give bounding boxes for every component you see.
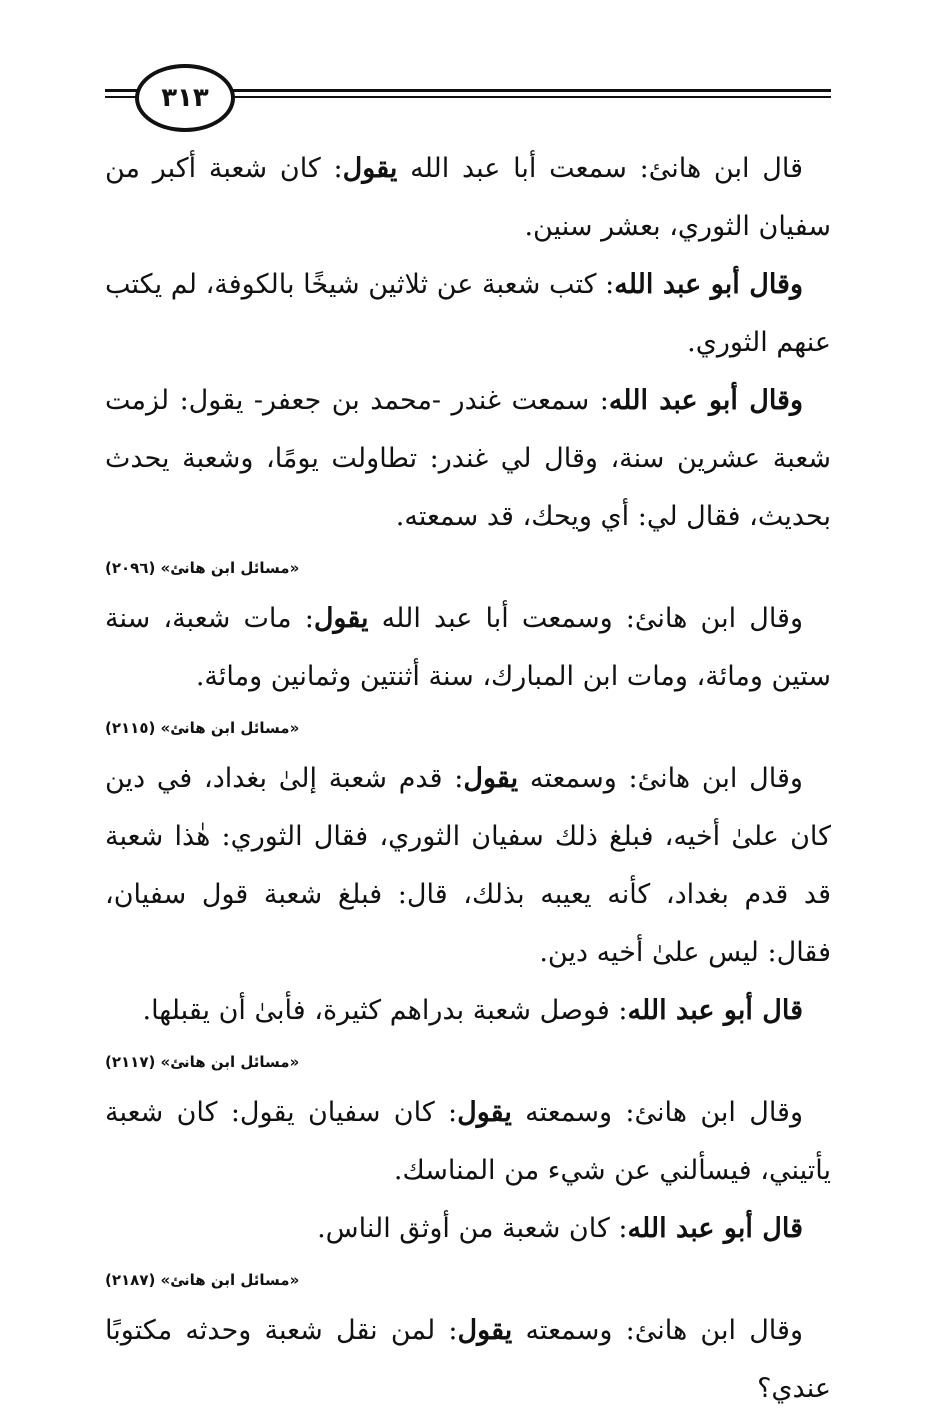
paragraph (105, 750, 831, 982)
source-citation: «مسائل ابن هانئ» (٢٠٩٦) (105, 559, 300, 577)
paragraph-bold: قال أبو عبد الله (627, 995, 803, 1026)
paragraph (105, 140, 831, 256)
paragraph (105, 372, 831, 546)
paragraph-lead: وقال ابن هانئ: وسمعته (518, 763, 803, 794)
paragraph-bold: يقول (313, 603, 369, 634)
paragraph-bold: يقول (463, 763, 519, 794)
page-header (105, 60, 831, 130)
paragraph-bold: يقول (457, 1097, 512, 1128)
paragraph-lead: قال ابن هانئ: سمعت أبا عبد الله (397, 153, 803, 184)
paragraph-text: : كان شعبة أكبر من سفيان الثوري، بعشر سنين. (105, 153, 831, 242)
paragraph-bold: يقول (342, 153, 398, 184)
paragraph-bold: وقال أبو عبد الله (608, 385, 803, 416)
paragraph (105, 256, 831, 372)
paragraph-text: : لمن نقل شعبة وحدثه مكتوبًا عندي؟ (105, 1315, 831, 1404)
paragraph-text: : كتب شعبة عن ثلاثين شيخًا بالكوفة، لم يكتب عنهم الثوري. (105, 269, 831, 358)
paragraph-text: : مات شعبة، سنة ستين ومائة، ومات ابن المبارك، سنة أثنتين وثمانين ومائة. (105, 603, 831, 692)
paragraph-text: : قدم شعبة إلىٰ بغداد، في دين كان علىٰ أخيه، فبلغ ذلك سفيان الثوري، فقال الثوري: هٰذا شعبة قد قدم بغداد، كأنه يعيبه بذلك، قال: فبلغ شعبة قول سفيان، فقال: ليس علىٰ أخيه دين. (105, 763, 831, 968)
paragraph-bold: قال أبو عبد الله (627, 1213, 803, 1244)
paragraph (105, 1084, 831, 1200)
paragraph-text: : كان شعبة من أوثق الناس. (317, 1213, 628, 1244)
paragraph-text: : كان سفيان يقول: كان شعبة يأتيني، فيسألني عن شيء من المناسك. (105, 1097, 831, 1186)
source-citation: «مسائل ابن هانئ» (٢١١٥) (105, 719, 300, 737)
paragraph-text: : سمعت غندر -محمد بن جعفر- يقول: لزمت شعبة عشرين سنة، وقال لي غندر: تطاولت يومًا، وشعبة يحدث بحديث، فقال لي: أي ويحك، قد سمعته. (105, 385, 831, 532)
source-citation: «مسائل ابن هانئ» (٢١٨٧) (105, 1271, 300, 1289)
paragraph-lead: وقال ابن هانئ: وسمعته (512, 1315, 803, 1346)
paragraph (105, 1200, 831, 1258)
paragraph-bold: وقال أبو عبد الله (614, 269, 803, 300)
page-number-badge (135, 64, 235, 132)
paragraph-text: : فوصل شعبة بدراهم كثيرة، فأبىٰ أن يقبلها. (142, 995, 628, 1026)
page-number: ٣١٣ (161, 83, 209, 113)
paragraph (105, 1302, 831, 1418)
paragraph-lead: وقال ابن هانئ: وسمعته (511, 1097, 803, 1128)
paragraph (105, 982, 831, 1040)
paragraph (105, 590, 831, 706)
page-body (105, 140, 831, 1418)
paragraph-lead: وقال ابن هانئ: وسمعت أبا عبد الله (368, 603, 803, 634)
source-citation: «مسائل ابن هانئ» (٢١١٧) (105, 1053, 300, 1071)
paragraph-bold: يقول (457, 1315, 513, 1346)
